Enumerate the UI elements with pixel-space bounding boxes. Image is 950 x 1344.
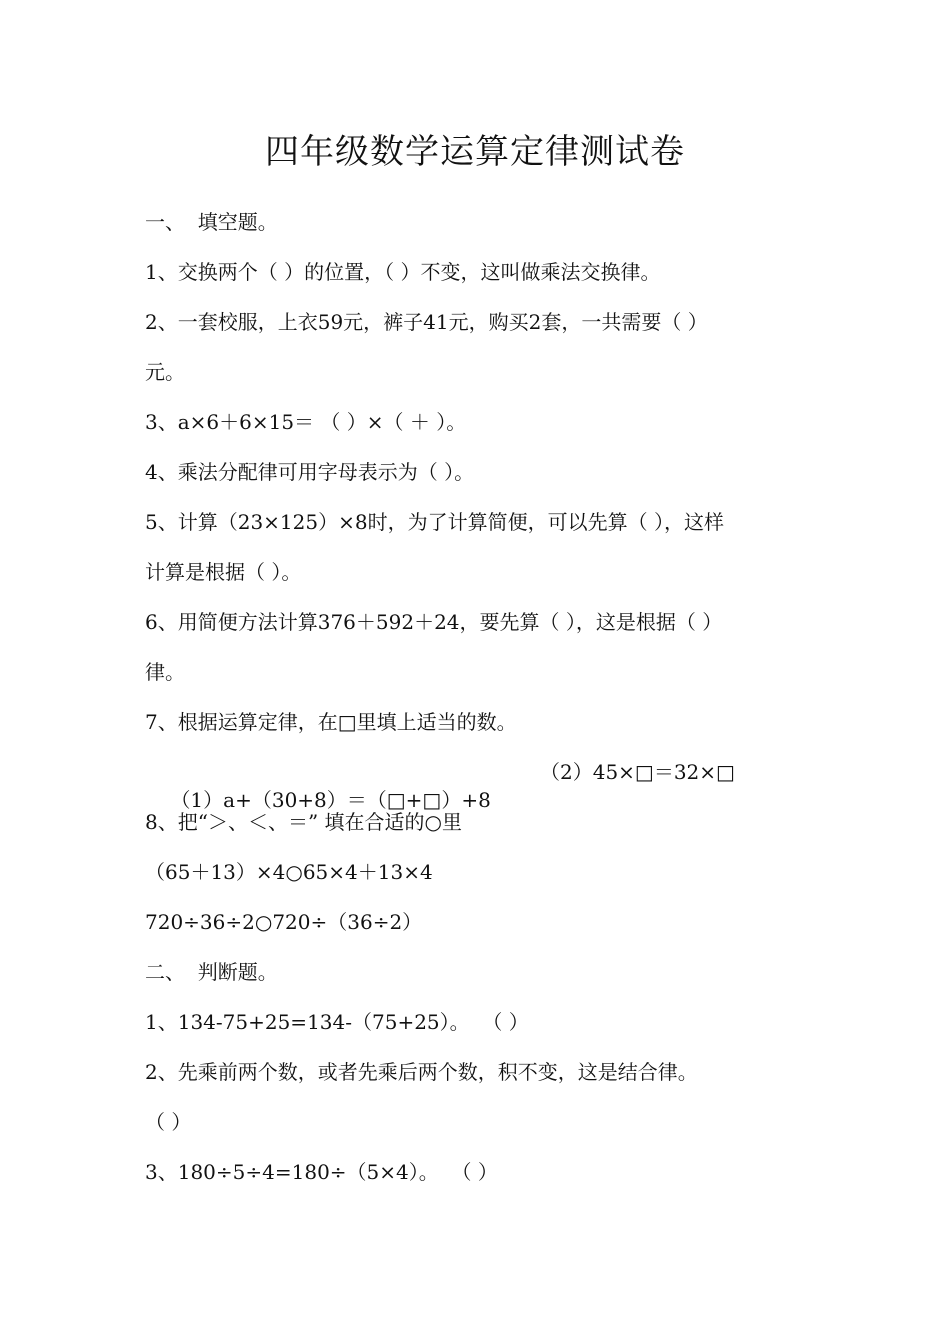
question-line: 1、交换两个（ ）的位置，（ ）不变，这叫做乘法交换律。 [145, 260, 661, 284]
question-line: 3、a×6＋6×15＝ （ ）×（ ＋ ）。 [145, 410, 467, 434]
question-line: 3、180÷5÷4=180÷（5×4）。 （ ） [145, 1160, 498, 1184]
question-line: 2、一套校服，上衣59元，裤子41元，购买2套，一共需要（ ） [145, 310, 708, 334]
question-line: 4、乘法分配律可用字母表示为（ ）。 [145, 460, 475, 484]
section-heading-judgment: 二、 判断题。 [145, 960, 278, 984]
question-line: 720÷36÷2○720÷（36÷2） [145, 910, 423, 934]
question-line: （65＋13）×4○65×4＋13×4 [145, 860, 433, 884]
question-line: 1、134-75+25=134-（75+25）。 （ ） [145, 1010, 529, 1034]
question-line: 7、根据运算定律，在□里填上适当的数。 [145, 710, 517, 734]
question-line: 2、先乘前两个数，或者先乘后两个数，积不变，这是结合律。 [145, 1060, 698, 1084]
question-line: 8、把“＞、＜、＝” 填在合适的○里 [145, 810, 462, 834]
question-line: （ ） [145, 1110, 192, 1134]
question-line: 计算是根据（ ）。 [145, 560, 302, 584]
question-line: 元。 [145, 360, 185, 384]
section-heading-fill-in: 一、 填空题。 [145, 210, 278, 234]
question-line: 6、用简便方法计算376＋592＋24，要先算（ ），这是根据（ ） [145, 610, 723, 634]
question-line: 5、计算（23×125）×8时，为了计算简便，可以先算（ ），这样 [145, 510, 724, 534]
question-line: 律。 [145, 660, 185, 684]
subitem-2: （2）45×□＝32×□ [540, 760, 735, 784]
page-title: 四年级数学运算定律测试卷 [265, 132, 685, 172]
subitem-1: （1）a+（30+8）＝（□+□）+8 [170, 788, 491, 812]
